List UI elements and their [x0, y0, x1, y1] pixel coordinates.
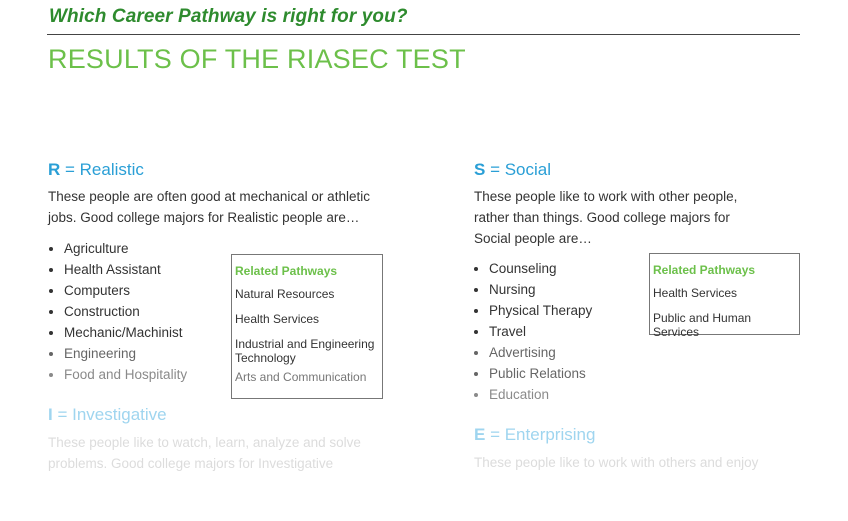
list-item: Education	[473, 384, 643, 405]
social-title: = Social	[485, 160, 552, 179]
investigative-desc-line: These people like to watch, learn, analyze and solve	[48, 435, 361, 450]
investigative-title: = Investigative	[52, 405, 167, 424]
enterprising-heading	[474, 425, 595, 445]
enterprising-description	[474, 452, 758, 473]
header-divider	[47, 34, 800, 35]
investigative-description	[48, 432, 361, 474]
social-heading	[474, 160, 551, 180]
pathway-item: Natural Resources	[235, 287, 335, 301]
social-majors-list	[473, 258, 643, 405]
realistic-majors-list	[48, 238, 228, 385]
investigative-heading	[48, 405, 167, 425]
social-description	[474, 186, 737, 249]
realistic-title: = Realistic	[60, 160, 144, 179]
list-item: Food and Hospitality	[48, 364, 228, 385]
pathway-item: Arts and Communication	[235, 370, 367, 384]
enterprising-letter: E	[474, 425, 486, 444]
page-title: RESULTS OF THE RIASEC TEST	[48, 44, 466, 74]
list-item: Advertising	[473, 342, 643, 363]
list-item: Construction	[48, 301, 228, 322]
list-item: Counseling	[473, 258, 643, 279]
social-desc-line: Social people are…	[474, 231, 592, 246]
list-item: Public Relations	[473, 363, 643, 384]
realistic-description	[48, 186, 370, 228]
social-letter: S	[474, 160, 486, 179]
list-item: Health Assistant	[48, 259, 228, 280]
list-item: Engineering	[48, 343, 228, 364]
realistic-heading	[48, 160, 144, 180]
social-pathways-box	[649, 253, 800, 339]
social-desc-line: These people like to work with other people,	[474, 189, 738, 204]
enterprising-desc-line: These people like to work with others and enjoy	[474, 455, 759, 470]
pathway-item: Public and Human Services	[653, 311, 752, 339]
realistic-letter: R	[48, 160, 61, 179]
social-desc-line: rather than things. Good college majors for	[474, 210, 730, 225]
list-item: Mechanic/Machinist	[48, 322, 228, 343]
pathways-heading: Related Pathways	[653, 263, 756, 277]
realistic-pathways-box	[231, 254, 383, 399]
pathway-item: Industrial and Engineering Technology	[235, 337, 375, 365]
pathways-heading: Related Pathways	[235, 264, 338, 278]
list-item: Agriculture	[48, 238, 228, 259]
list-item: Computers	[48, 280, 228, 301]
realistic-desc-line: These people are often good at mechanical or athletic	[48, 189, 370, 204]
investigative-desc-line: problems. Good college majors for Investigative	[48, 456, 334, 471]
pathway-item: Health Services	[653, 286, 738, 300]
realistic-desc-line: jobs. Good college majors for Realistic people are…	[48, 210, 360, 225]
enterprising-title: = Enterprising	[485, 425, 596, 444]
investigative-letter: I	[48, 405, 53, 424]
list-item: Physical Therapy	[473, 300, 643, 321]
header-title: Which Career Pathway is right for you?	[49, 6, 408, 27]
pathway-item: Health Services	[235, 312, 320, 326]
list-item: Nursing	[473, 279, 643, 300]
list-item: Travel	[473, 321, 643, 342]
